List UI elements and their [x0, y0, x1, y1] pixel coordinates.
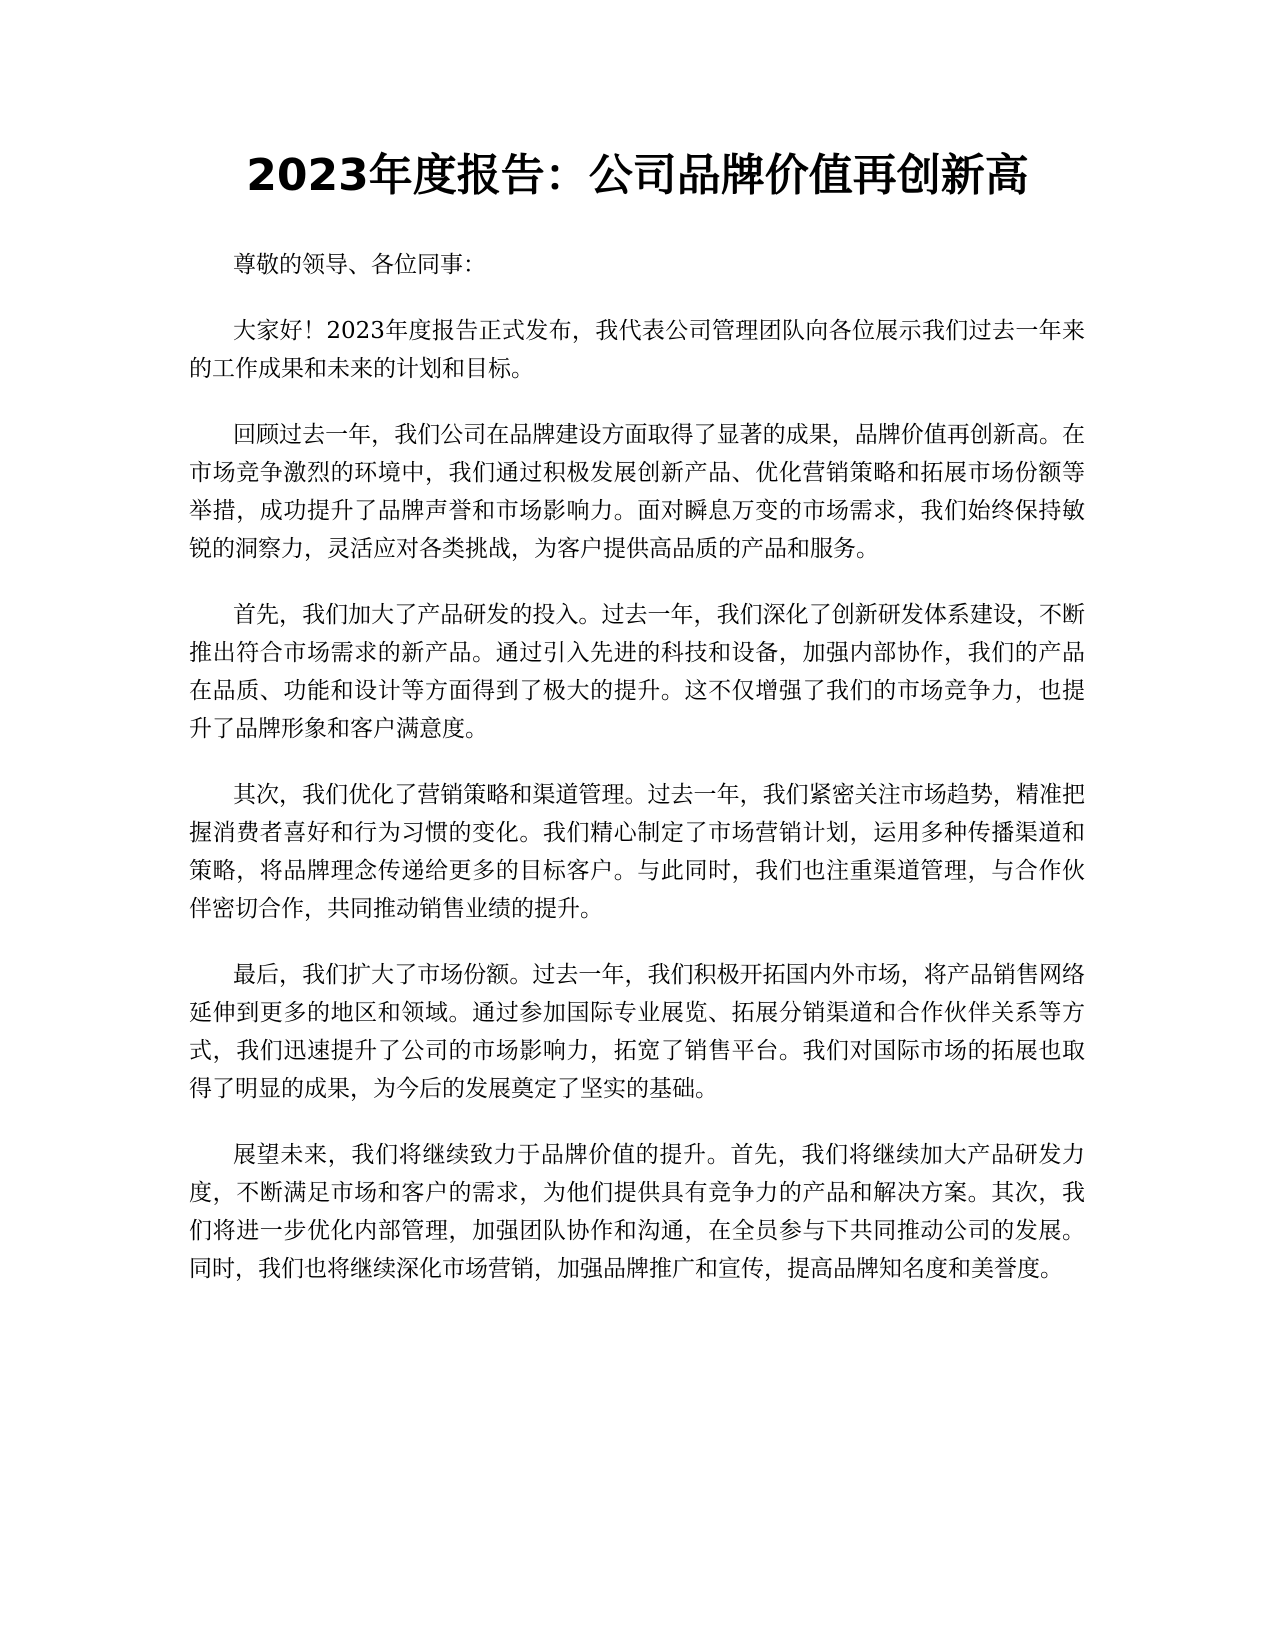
- paragraph-outlook: 展望未来，我们将继续致力于品牌价值的提升。首先，我们将继续加大产品研发力度，不断满足市场和客户的需求，为他们提供具有竞争力的产品和解决方案。其次，我们将进一步优化内部管理，加强团队协作和沟通，在全员参与下共同推动公司的发展。同时，我们也将继续深化市场营销，加强品牌推广和宣传，提高品牌知名度和美誉度。: [189, 1142, 1085, 1282]
- document-body: [189, 246, 1085, 1316]
- paragraph-rnd: 首先，我们加大了产品研发的投入。过去一年，我们深化了创新研发体系建设，不断推出符合市场需求的新产品。通过引入先进的科技和设备，加强内部协作，我们的产品在品质、功能和设计等方面得到了极大的提升。这不仅增强了我们的市场竞争力，也提升了品牌形象和客户满意度。: [189, 602, 1085, 742]
- paragraph-salutation: 尊敬的领导、各位同事：: [233, 252, 486, 278]
- paragraph-review: 回顾过去一年，我们公司在品牌建设方面取得了显著的成果，品牌价值再创新高。在市场竞争激烈的环境中，我们通过积极发展创新产品、优化营销策略和拓展市场份额等举措，成功提升了品牌声誉和市场影响力。面对瞬息万变的市场需求，我们始终保持敏锐的洞察力，灵活应对各类挑战，为客户提供高品质的产品和服务。: [189, 422, 1085, 562]
- paragraph-marketing: 其次，我们优化了营销策略和渠道管理。过去一年，我们紧密关注市场趋势，精准把握消费者喜好和行为习惯的变化。我们精心制定了市场营销计划，运用多种传播渠道和策略，将品牌理念传递给更多的目标客户。与此同时，我们也注重渠道管理，与合作伙伴密切合作，共同推动销售业绩的提升。: [189, 782, 1085, 922]
- paragraph-market-share: 最后，我们扩大了市场份额。过去一年，我们积极开拓国内外市场，将产品销售网络延伸到更多的地区和领域。通过参加国际专业展览、拓展分销渠道和合作伙伴关系等方式，我们迅速提升了公司的市场影响力，拓宽了销售平台。我们对国际市场的拓展也取得了明显的成果，为今后的发展奠定了坚实的基础。: [189, 962, 1085, 1102]
- paragraph-greeting: 大家好！2023年度报告正式发布，我代表公司管理团队向各位展示我们过去一年来的工作成果和未来的计划和目标。: [189, 318, 1085, 382]
- document-title: 2023年度报告：公司品牌价值再创新高: [246, 150, 1029, 201]
